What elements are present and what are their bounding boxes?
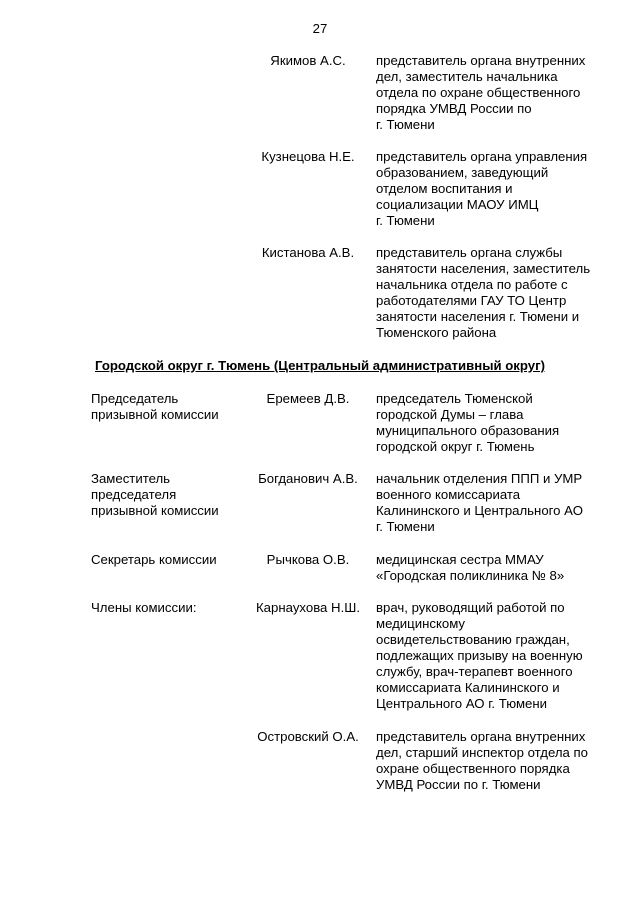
description-line: подлежащих призыву на военную [376, 648, 583, 663]
member-description [376, 471, 606, 535]
description-line: охране общественного порядка [376, 761, 570, 776]
description-line: освидетельствованию граждан, [376, 632, 570, 647]
member-description [376, 600, 606, 712]
member-description [376, 245, 606, 341]
member-description [376, 729, 606, 793]
description-line: дел, старший инспектор отдела по [376, 745, 589, 760]
member-role [91, 600, 241, 616]
member-role [91, 552, 241, 568]
description-line: «Городская поликлиника № 8» [376, 568, 565, 583]
description-line: представитель органа управления [376, 149, 588, 164]
section-heading: Городской округ г. Тюмень (Центральный административный округ) [95, 358, 545, 373]
description-line: образованием, заведующий [376, 165, 549, 180]
role-line: Секретарь комиссии [91, 552, 217, 567]
member-description [376, 552, 606, 584]
description-line: Тюменского района [376, 325, 497, 340]
role-line: призывной комиссии [91, 407, 219, 422]
page-number: 27 [312, 21, 328, 36]
member-name: Богданович А.В. [258, 471, 358, 486]
description-line: городской округ г. Тюмень [376, 439, 535, 454]
role-line: Председатель [91, 391, 179, 406]
member-name: Кузнецова Н.Е. [261, 149, 355, 164]
member-description [376, 149, 606, 229]
description-line: начальника отдела по работе с [376, 277, 568, 292]
description-line: дел, заместитель начальника [376, 69, 558, 84]
description-line: представитель органа внутренних [376, 729, 586, 744]
description-line: УМВД России по г. Тюмени [376, 777, 541, 792]
member-description [376, 391, 606, 455]
description-line: медицинская сестра ММАУ [376, 552, 544, 567]
role-line: призывной комиссии [91, 503, 219, 518]
description-line: службу, врач-терапевт военного [376, 664, 573, 679]
member-name: Рычкова О.В. [266, 552, 350, 567]
member-name: Карнаухова Н.Ш. [256, 600, 360, 615]
role-line: Члены комиссии: [91, 600, 197, 615]
description-line: муниципального образования [376, 423, 560, 438]
role-line: председателя [91, 487, 177, 502]
member-name: Кистанова А.В. [261, 245, 355, 260]
description-line: социализации МАОУ ИМЦ [376, 197, 539, 212]
description-line: представитель органа службы [376, 245, 563, 260]
description-line: врач, руководящий работой по [376, 600, 565, 615]
description-line: комиссариата Калининского и [376, 680, 560, 695]
description-line: городской Думы – глава [376, 407, 524, 422]
description-line: военного комиссариата [376, 487, 521, 502]
description-line: г. Тюмени [376, 213, 435, 228]
description-line: работодателями ГАУ ТО Центр [376, 293, 567, 308]
description-line: Центрального АО г. Тюмени [376, 696, 548, 711]
member-role [91, 471, 241, 519]
member-role [91, 391, 241, 423]
description-line: отделом воспитания и [376, 181, 513, 196]
description-line: занятости населения г. Тюмени и [376, 309, 580, 324]
description-line: представитель органа внутренних [376, 53, 586, 68]
description-line: отдела по охране общественного [376, 85, 581, 100]
member-name: Якимов А.С. [270, 53, 346, 68]
role-line: Заместитель [91, 471, 171, 486]
description-line: порядка УМВД России по [376, 101, 532, 116]
description-line: председатель Тюменской [376, 391, 533, 406]
member-description [376, 53, 606, 133]
description-line: г. Тюмени [376, 117, 435, 132]
description-line: занятости населения, заместитель [376, 261, 591, 276]
description-line: г. Тюмени [376, 519, 435, 534]
description-line: Калининского и Центрального АО [376, 503, 583, 518]
description-line: начальник отделения ППП и УМР [376, 471, 583, 486]
member-name: Островский О.А. [257, 729, 359, 744]
member-name: Еремеев Д.В. [266, 391, 350, 406]
description-line: медицинскому [376, 616, 466, 631]
